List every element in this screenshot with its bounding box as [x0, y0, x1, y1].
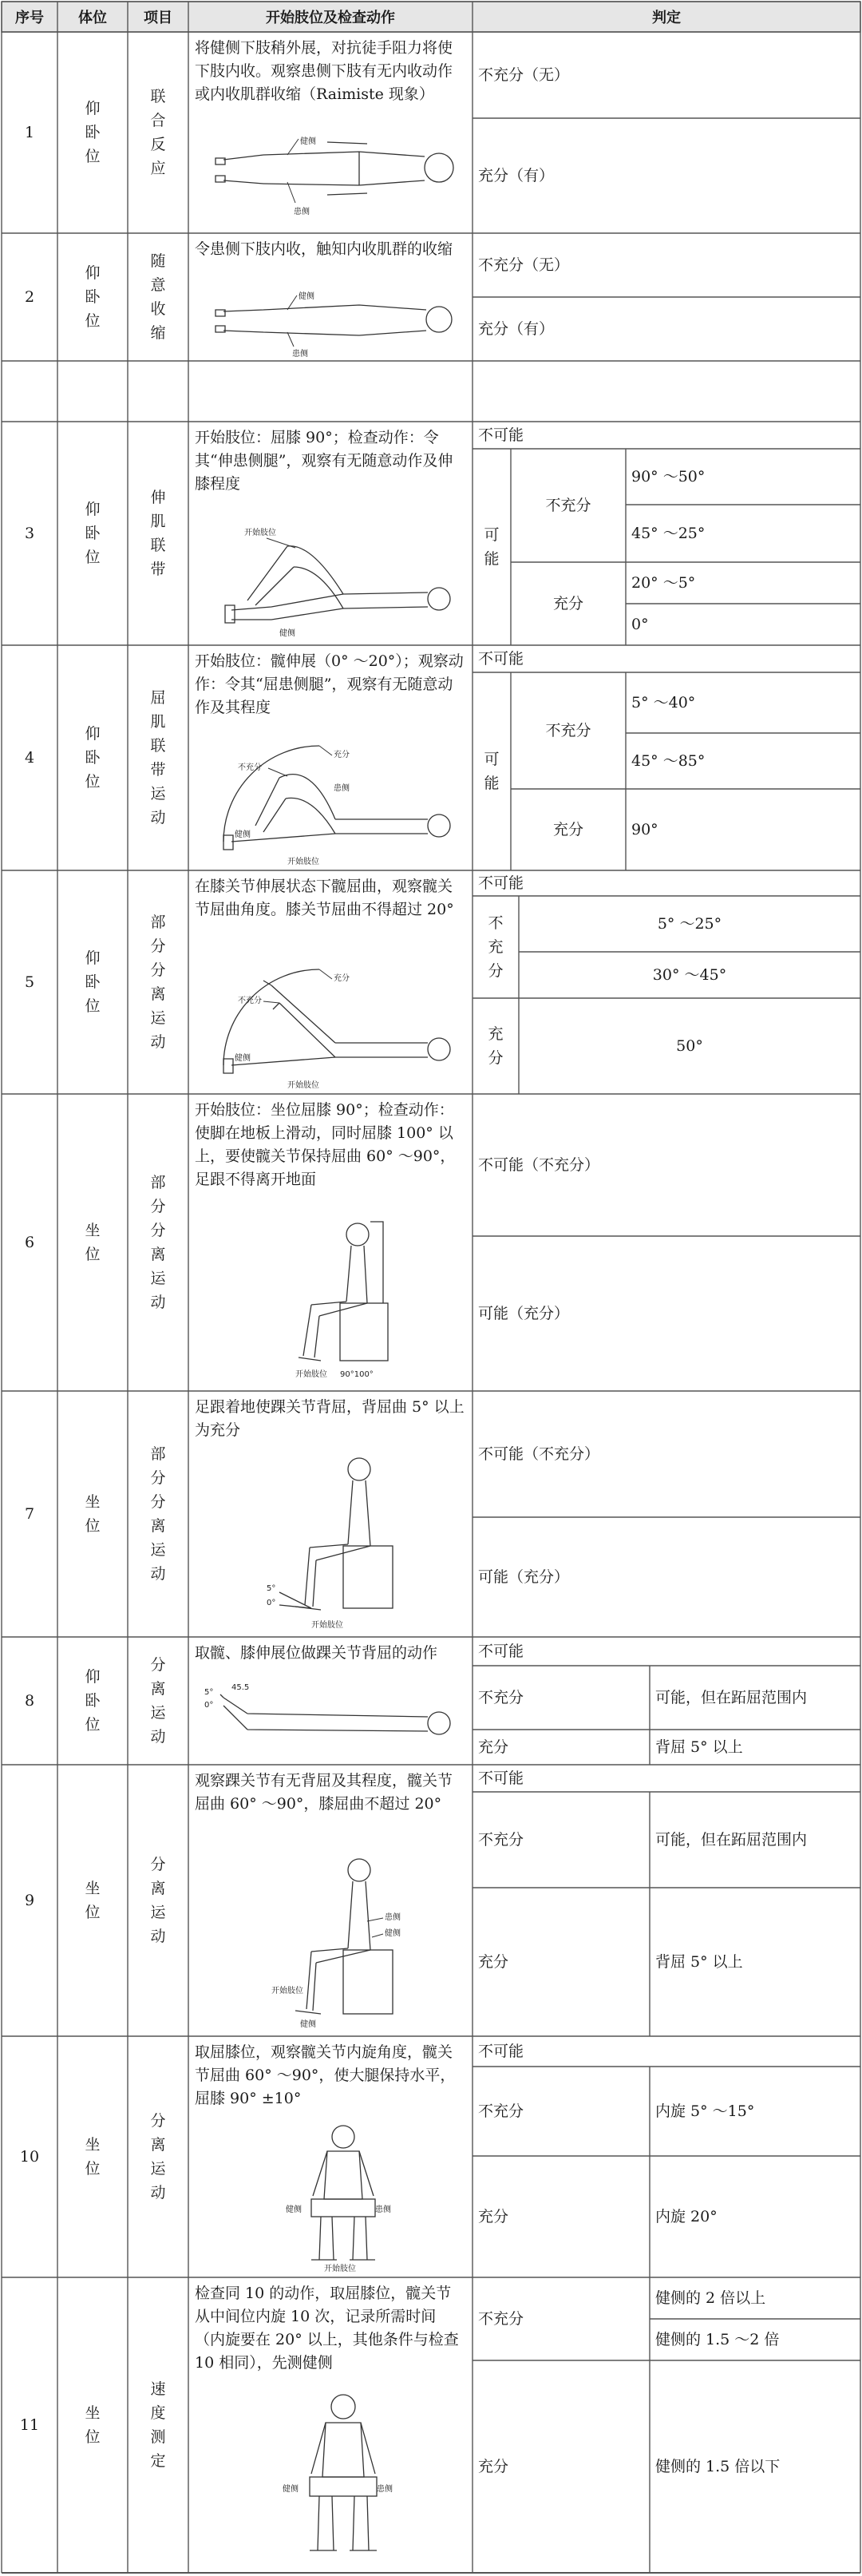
item-text: 屈 肌 联 带 运 动: [150, 689, 166, 826]
judgement-detail: 背屈 5° 以上: [655, 1738, 743, 1756]
figure-label: 健侧: [235, 830, 251, 839]
row-number: 8: [24, 1691, 35, 1710]
judgement-option: 充分（有）: [478, 166, 555, 184]
judgement-impossible: 不可能: [478, 649, 524, 668]
item-text: 随 意 收 缩: [150, 252, 166, 342]
judgement-option: 可能（充分）: [478, 1567, 570, 1586]
judgement-insufficient: 不充分: [478, 1688, 524, 1706]
figure-label: 不充分: [238, 997, 262, 1005]
supine-ankle-figure: [200, 1674, 463, 1760]
seated-front-figure: [271, 2119, 415, 2274]
row-description: 观察踝关节有无背屈及其程度，髋关节屈曲 60° ～90°，膝屈曲不超过 20°: [195, 1772, 453, 1813]
item-text: 分 离 运 动: [150, 1856, 166, 1945]
figure-label: 5°: [267, 1584, 276, 1593]
figure-label: 健侧: [283, 2485, 299, 2494]
item-text: 伸 肌 联 带: [150, 489, 166, 578]
judgement-detail: 健侧的 1.5 ～2 倍: [655, 2330, 780, 2348]
judgement-insufficient: 不充分: [478, 2309, 524, 2328]
figure-label: 0°: [204, 1701, 214, 1710]
posture-text: 仰 卧 位: [85, 725, 101, 791]
judgement-detail: 健侧的 2 倍以上: [655, 2289, 766, 2307]
row-posture: [57, 1637, 128, 1765]
figure-label: 0°: [267, 1599, 276, 1607]
supine-leg-figure: [200, 289, 463, 359]
row-description: 开始肢位：髋伸展（0° ～20°）；观察动作：令其“屈患侧腿”，观察有无随意动作及其程度: [195, 652, 464, 716]
row-description: 取屈膝位，观察髋关节内旋角度，髋关节屈曲 60° ～90°，使大腿保持水平，屈膝 90° ±10°: [195, 2043, 456, 2107]
row-item: [128, 1094, 188, 1391]
row-item: [128, 2277, 188, 2573]
judgement-option: 不充分（无）: [478, 256, 570, 274]
judgement-insufficient: 不充分: [545, 496, 591, 514]
figure-label: 开始肢位: [244, 529, 276, 537]
item-text: 部 分 分 离 运 动: [150, 1445, 166, 1583]
item-text: 分 离 运 动: [150, 2112, 166, 2201]
range-value: 45° ～25°: [631, 524, 706, 542]
row-description: 取髋、膝伸展位做踝关节背屈的动作: [195, 1644, 438, 1662]
range-value: 5° ～40°: [631, 693, 696, 711]
row-posture: [57, 1765, 128, 2036]
judgement-sufficient: 充分: [478, 1952, 509, 1971]
posture-text: 坐 位: [85, 2404, 101, 2446]
row-posture: [57, 2036, 128, 2277]
figure-label: 90°100°: [340, 1370, 374, 1379]
row-description: 将健侧下肢稍外展，对抗徒手阻力将使下肢内收。观察患侧下肢有无内收动作或内收肌群收缩（Raimiste 现象）: [195, 39, 453, 103]
judgement-option: 可能（充分）: [478, 1304, 570, 1322]
row-posture: [57, 645, 128, 870]
judgement-option: 不可能（不充分）: [478, 1445, 600, 1463]
row-posture: [57, 1094, 128, 1391]
judgement-detail: 内旋 20°: [655, 2207, 718, 2225]
row-item: [128, 1765, 188, 2036]
posture-text: 仰 卧 位: [85, 264, 101, 330]
item-text: 分 离 运 动: [150, 1656, 166, 1746]
row-number: 10: [19, 2147, 40, 2166]
judgement-sufficient: 充分: [478, 2457, 509, 2475]
figure-label: 患侧: [385, 1913, 401, 1922]
judgement-impossible: 不可能: [478, 1642, 524, 1660]
judgement-impossible: 不可能: [478, 2042, 524, 2060]
judgement-detail: 健侧的 1.5 倍以下: [655, 2457, 781, 2475]
judgement-detail: 可能，但在跖屈范围内: [655, 1688, 808, 1706]
hip-flexion-figure: [200, 730, 463, 867]
knee-flexion-figure: [200, 511, 463, 640]
posture-text: 坐 位: [85, 1493, 101, 1535]
judgement-insufficient: 不充分: [478, 2102, 524, 2120]
row-number: 1: [24, 123, 35, 141]
judgement-detail: 内旋 5° ～15°: [655, 2102, 755, 2120]
posture-text: 仰 卧 位: [85, 949, 101, 1015]
judgement-sufficient: 充分: [552, 594, 583, 612]
item-text: 部 分 分 离 运 动: [150, 1174, 166, 1311]
judgement-insufficient: [473, 896, 519, 998]
range-value: 90° ～50°: [631, 467, 706, 485]
figure-label: 开始肢位: [324, 2265, 356, 2273]
row-description: 开始肢位：屈膝 90°；检查动作：令其“伸患侧腿”，观察有无随意动作及伸膝程度: [195, 429, 453, 493]
row-item: [128, 2036, 188, 2277]
header-posture: 体位: [78, 10, 107, 26]
posture-text: 仰 卧 位: [85, 100, 101, 165]
row-posture: [57, 422, 128, 645]
row-number: 3: [24, 524, 35, 542]
judgement-possible: [473, 449, 511, 645]
row-description: 足跟着地使踝关节背屈，背屈曲 5° 以上为充分: [195, 1398, 465, 1439]
figure-label: 患侧: [377, 2485, 393, 2494]
item-text: 速 度 测 定: [150, 2380, 166, 2470]
row-number: 2: [24, 287, 35, 306]
figure-label: 5°: [204, 1688, 214, 1697]
judgement-detail: 背屈 5° 以上: [655, 1952, 743, 1971]
row-posture: [57, 870, 128, 1094]
judgement-insufficient: 不充分: [478, 1830, 524, 1849]
possible-text: 可 能: [484, 751, 500, 792]
row-number: 6: [24, 1233, 35, 1251]
header-item: 项目: [144, 10, 172, 26]
figure-label: 健侧: [300, 2020, 316, 2029]
figure-label: 充分: [334, 751, 350, 759]
figure-label: 开始肢位: [295, 1370, 327, 1379]
header-no: 序号: [15, 10, 44, 26]
row-number: 5: [24, 973, 35, 991]
range-value: 45° ～85°: [631, 751, 706, 770]
posture-text: 坐 位: [85, 1222, 101, 1263]
item-text: 联 合 反 应: [150, 88, 166, 177]
supine-leg-figure: [200, 136, 463, 228]
judgement-insufficient: 不充分: [545, 721, 591, 739]
row-posture: [57, 233, 128, 361]
row-item: [128, 233, 188, 361]
row-posture: [57, 2277, 128, 2573]
judgement-option: 充分（有）: [478, 319, 555, 338]
seated-ankle-figure: [263, 1449, 423, 1634]
figure-label: 开始肢位: [287, 1081, 319, 1090]
judgement-option: 不可能（不充分）: [478, 1155, 600, 1174]
judgement-possible: [473, 672, 511, 870]
header-start-position: 开始肢位及检查动作: [266, 10, 395, 26]
figure-label: 健侧: [235, 1054, 251, 1063]
item-text: 部 分 分 离 运 动: [150, 913, 166, 1051]
figure-label: 患侧: [292, 350, 308, 359]
figure-label: 健侧: [279, 629, 295, 638]
range-value: 90°: [631, 820, 658, 838]
figure-label: 健侧: [286, 2205, 302, 2214]
row-number: 9: [24, 1891, 35, 1909]
row-item: [128, 32, 188, 233]
judgement-sufficient: [473, 998, 519, 1094]
figure-label: 开始肢位: [311, 1621, 343, 1630]
range-value: 0°: [631, 615, 649, 633]
row-description: 令患侧下肢内收，触知内收肌群的收缩: [195, 240, 453, 258]
row-posture: [57, 32, 128, 233]
row-number: 11: [19, 2415, 40, 2434]
row-description: 开始肢位：坐位屈膝 90°；检查动作：使脚在地板上滑动，同时屈膝 100° 以上，要使髋关节保持屈曲 60° ～90°，足跟不得离开地面: [195, 1101, 456, 1188]
posture-text: 仰 卧 位: [85, 1668, 101, 1734]
seated-front-figure: [271, 2388, 415, 2568]
row-item: [128, 422, 188, 645]
range-value: 30° ～45°: [652, 965, 727, 984]
figure-label: 患侧: [334, 784, 350, 793]
sufficient-text: 充 分: [488, 1025, 504, 1067]
straight-leg-raise-figure: [200, 953, 463, 1091]
judgement-impossible: 不可能: [478, 874, 524, 892]
posture-text: 坐 位: [85, 2136, 101, 2178]
row-number: 7: [24, 1504, 35, 1523]
judgement-sufficient: 充分: [478, 2207, 509, 2225]
posture-text: 坐 位: [85, 1880, 101, 1921]
judgement-impossible: 不可能: [478, 426, 524, 444]
row-description: 检查同 10 的动作，取屈膝位，髋关节从中间位内旋 10 次，记录所需时间（内旋要在 20° 以上，其他条件与检查 10 相同），先测健侧: [195, 2285, 459, 2372]
figure-label: 患侧: [294, 208, 310, 216]
figure-label: 健侧: [385, 1929, 401, 1938]
posture-text: 仰 卧 位: [85, 501, 101, 566]
figure-label: 不充分: [238, 763, 262, 772]
range-value: 50°: [676, 1036, 703, 1055]
judgement-impossible: 不可能: [478, 1769, 524, 1787]
range-value: 5° ～25°: [657, 914, 722, 933]
figure-label: 患侧: [375, 2205, 391, 2214]
row-number: 4: [24, 748, 35, 767]
figure-label: 45.5: [231, 1683, 250, 1692]
row-description: 在膝关节伸展状态下髋屈曲，观察髋关节屈曲角度。膝关节屈曲不得超过 20°: [195, 878, 454, 918]
row-posture: [57, 1391, 128, 1637]
figure-label: 健侧: [299, 292, 314, 301]
row-item: [128, 1391, 188, 1637]
header-judgement: 判定: [652, 10, 681, 26]
figure-label: 充分: [334, 974, 350, 983]
seated-knee-figure: [263, 1214, 423, 1386]
judgement-detail: 可能，但在跖屈范围内: [655, 1830, 808, 1849]
judgement-sufficient: 充分: [478, 1738, 509, 1756]
insufficient-text: 不 充 分: [488, 914, 504, 980]
row-item: [128, 1637, 188, 1765]
seated-ankle-figure: [255, 1849, 431, 2031]
judgement-option: 不充分（无）: [478, 65, 570, 84]
range-value: 20° ～5°: [631, 573, 696, 592]
figure-label: 开始肢位: [287, 858, 319, 866]
row-item: [128, 645, 188, 870]
judgement-sufficient: 充分: [552, 820, 583, 838]
figure-label: 开始肢位: [271, 1987, 303, 1995]
row-item: [128, 870, 188, 1094]
possible-text: 可 能: [484, 526, 500, 568]
figure-label: 健侧: [300, 137, 316, 146]
